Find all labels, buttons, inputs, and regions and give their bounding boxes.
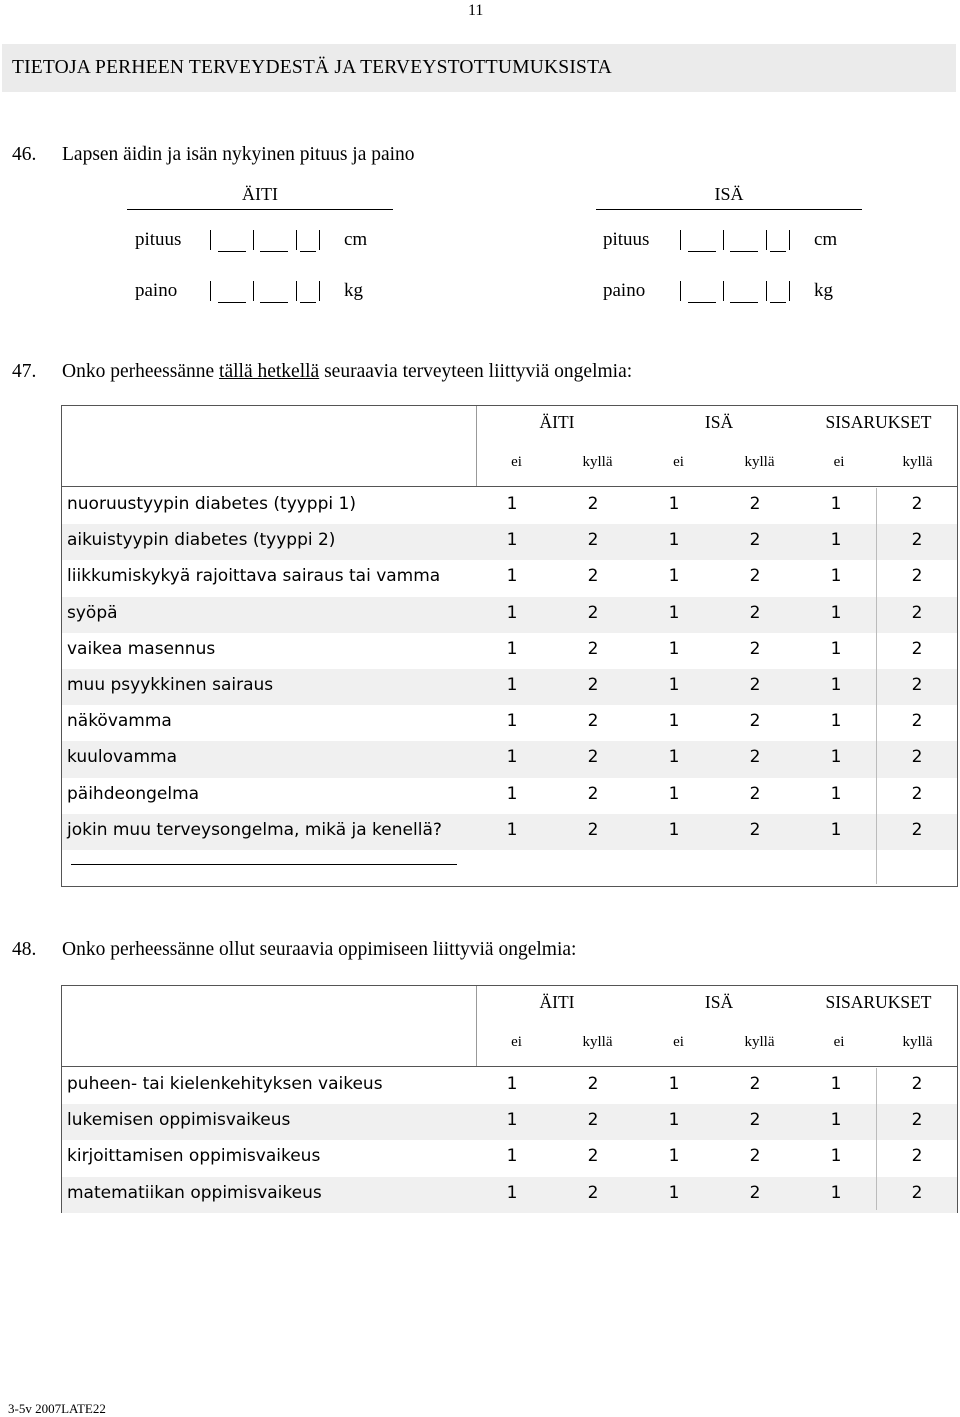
q47-answer-code[interactable]: 1	[506, 783, 518, 804]
header-divider	[62, 486, 957, 487]
father-weight-unit: kg	[814, 280, 833, 301]
q47-answer-code[interactable]: 1	[830, 638, 842, 659]
footer-code: 3-5v 2007LATE22	[8, 1401, 106, 1416]
q47-answer-code[interactable]: 1	[668, 494, 680, 514]
q48-subheading: ei	[833, 1034, 845, 1050]
q47-group-heading: ISÄ	[704, 412, 734, 432]
q47-table-row	[62, 597, 957, 633]
q47-answer-code[interactable]: 1	[506, 675, 518, 695]
q47-answer-code[interactable]: 1	[668, 675, 680, 695]
q48-answer-code[interactable]: 1	[668, 1074, 680, 1094]
q47-answer-code[interactable]: 2	[587, 566, 599, 587]
q47-answer-code[interactable]: 1	[830, 747, 842, 768]
q47-answer-code[interactable]: 2	[587, 675, 599, 695]
q47-answer-code[interactable]: 1	[668, 819, 680, 840]
q48-answer-code[interactable]: 1	[506, 1074, 518, 1094]
q47-answer-code[interactable]: 2	[911, 638, 923, 659]
q47-text-post: seuraavia terveyteen liittyviä ongelmia:	[319, 361, 633, 382]
q48-answer-code[interactable]: 1	[830, 1146, 842, 1167]
q48-answer-code[interactable]: 2	[911, 1074, 923, 1094]
q47-other-write-in-line[interactable]	[71, 864, 457, 865]
q48-answer-code[interactable]: 2	[587, 1110, 599, 1131]
q48-title	[12, 939, 576, 961]
q47-table-row	[62, 705, 957, 741]
q48-answer-code[interactable]: 2	[911, 1110, 923, 1131]
q47-answer-code[interactable]: 2	[749, 675, 761, 695]
q48-subheading: kyllä	[582, 1034, 613, 1050]
q47-answer-code[interactable]: 1	[668, 711, 680, 732]
q47-answer-code[interactable]: 1	[668, 566, 680, 587]
mother-height-input[interactable]	[210, 230, 320, 252]
q48-answer-code[interactable]: 1	[668, 1146, 680, 1167]
q48-subheading: kyllä	[902, 1034, 933, 1050]
q47-answer-code[interactable]: 1	[830, 675, 842, 695]
q47-answer-code[interactable]: 2	[749, 566, 761, 587]
q47-answer-code[interactable]: 2	[749, 602, 761, 623]
q46-number: 46.	[12, 144, 37, 165]
q47-answer-code[interactable]: 2	[749, 711, 761, 732]
q48-answer-code[interactable]: 1	[830, 1110, 842, 1131]
q47-table-row	[62, 669, 957, 705]
q48-table-row	[62, 1104, 957, 1140]
q47-answer-code[interactable]: 2	[911, 711, 923, 732]
q47-answer-code[interactable]: 1	[506, 711, 518, 732]
q48-row-label: puheen- tai kielenkehityksen vaikeus	[67, 1074, 383, 1094]
q47-answer-code[interactable]: 2	[587, 783, 599, 804]
q47-row-label: näkövamma	[67, 711, 172, 732]
q48-table-row	[62, 1177, 957, 1213]
q48-answer-code[interactable]: 2	[749, 1182, 761, 1203]
q47-table-row	[62, 560, 957, 596]
q47-subheading: ei	[511, 454, 522, 470]
q47-answer-code[interactable]: 1	[668, 747, 680, 768]
q48-table	[61, 985, 958, 1213]
q47-row-label: liikkumiskykyä rajoittava sairaus tai vamma	[67, 566, 441, 587]
q47-title	[12, 361, 632, 383]
q47-row-label: syöpä	[67, 602, 118, 623]
q47-answer-code[interactable]: 1	[830, 530, 842, 551]
q47-answer-code[interactable]: 2	[587, 602, 599, 623]
q47-subheading: kyllä	[744, 454, 775, 470]
q47-subheading: ei	[833, 454, 845, 470]
q47-answer-code[interactable]: 2	[749, 783, 761, 804]
mother-weight-label: paino	[135, 280, 178, 301]
q47-answer-code[interactable]: 1	[506, 747, 518, 768]
page-number: 11	[468, 2, 484, 19]
q48-answer-code[interactable]: 1	[506, 1146, 518, 1167]
q47-answer-code[interactable]: 2	[911, 819, 923, 840]
q48-answer-code[interactable]: 1	[506, 1110, 518, 1131]
mother-weight-input[interactable]	[210, 281, 320, 303]
header-column-divider	[476, 406, 477, 486]
q47-row-label: muu psyykkinen sairaus	[67, 675, 274, 695]
q47-answer-code[interactable]: 2	[749, 494, 761, 514]
q48-group-heading: ÄITI	[539, 992, 575, 1012]
q47-row-label: nuoruustyypin diabetes (tyyppi 1)	[67, 494, 356, 514]
q48-answer-code[interactable]: 2	[587, 1074, 599, 1094]
father-weight-input[interactable]	[680, 281, 790, 303]
column-divider	[876, 488, 877, 884]
q47-table-row	[62, 524, 957, 560]
q47-answer-code[interactable]: 1	[830, 494, 842, 514]
q48-answer-code[interactable]: 2	[587, 1146, 599, 1167]
q47-group-heading: SISARUKSET	[825, 412, 932, 432]
q47-subheading: kyllä	[902, 454, 933, 470]
q47-row-label: päihdeongelma	[67, 783, 200, 804]
q47-answer-code[interactable]: 1	[668, 638, 680, 659]
q46-text: Lapsen äidin ja isän nykyinen pituus ja paino	[62, 144, 415, 165]
father-height-unit: cm	[814, 229, 838, 250]
q47-answer-code[interactable]: 1	[830, 602, 842, 623]
q46-mother-heading: ÄITI	[127, 184, 393, 210]
q48-answer-code[interactable]: 2	[911, 1146, 923, 1167]
q47-answer-code[interactable]: 2	[749, 747, 761, 768]
q47-table-row	[62, 488, 957, 524]
q47-answer-code[interactable]: 2	[587, 819, 599, 840]
father-height-input[interactable]	[680, 230, 790, 252]
q47-answer-code[interactable]: 2	[911, 747, 923, 768]
q47-subheading: ei	[673, 454, 684, 470]
q47-table-row	[62, 633, 957, 669]
q48-answer-code[interactable]: 2	[911, 1182, 923, 1203]
q48-answer-code[interactable]: 1	[668, 1182, 680, 1203]
q47-answer-code[interactable]: 1	[668, 783, 680, 804]
q47-group-heading: ÄITI	[539, 412, 575, 432]
q47-answer-code[interactable]: 2	[749, 638, 761, 659]
q47-answer-code[interactable]: 1	[506, 819, 518, 840]
q47-table-row	[62, 778, 957, 814]
q48-answer-code[interactable]: 2	[587, 1182, 599, 1203]
q48-answer-code[interactable]: 2	[749, 1110, 761, 1131]
q48-subheading: ei	[511, 1034, 522, 1050]
q47-table-row	[62, 814, 957, 850]
q48-row-label: matematiikan oppimisvaikeus	[67, 1182, 322, 1203]
q47-answer-code[interactable]: 1	[506, 602, 518, 623]
q48-group-heading: ISÄ	[704, 992, 734, 1012]
q47-row-label: jokin muu terveysongelma, mikä ja kenellä?	[67, 819, 442, 840]
q47-answer-code[interactable]: 1	[830, 783, 842, 804]
mother-weight-unit: kg	[344, 280, 363, 301]
q47-answer-code[interactable]: 2	[587, 711, 599, 732]
q46-father-heading: ISÄ	[596, 184, 862, 210]
q48-row-label: lukemisen oppimisvaikeus	[67, 1110, 291, 1131]
q47-answer-code[interactable]: 2	[911, 602, 923, 623]
q47-table	[61, 405, 958, 887]
q48-answer-code[interactable]: 1	[830, 1182, 842, 1203]
q48-subheading: ei	[673, 1034, 684, 1050]
father-weight-label: paino	[603, 280, 646, 301]
q47-answer-code[interactable]: 1	[830, 819, 842, 840]
q47-answer-code[interactable]: 2	[749, 530, 761, 551]
q47-answer-code[interactable]: 1	[506, 638, 518, 659]
q48-row-label: kirjoittamisen oppimisvaikeus	[67, 1146, 321, 1167]
q48-table-row	[62, 1140, 957, 1176]
q47-row-label: kuulovamma	[67, 747, 178, 768]
column-divider	[876, 1068, 877, 1210]
header-column-divider	[476, 986, 477, 1066]
q48-answer-code[interactable]: 2	[749, 1074, 761, 1094]
q48-answer-code[interactable]: 1	[668, 1110, 680, 1131]
q47-answer-code[interactable]: 2	[911, 530, 923, 551]
mother-height-unit: cm	[344, 229, 368, 250]
q47-answer-code[interactable]: 1	[830, 566, 842, 587]
q47-row-label: vaikea masennus	[67, 638, 216, 659]
q48-table-row	[62, 1068, 957, 1104]
header-divider	[62, 1066, 957, 1067]
q47-answer-code[interactable]: 2	[911, 566, 923, 587]
q48-subheading: kyllä	[744, 1034, 775, 1050]
q47-answer-code[interactable]: 1	[506, 566, 518, 587]
q47-row-label: aikuistyypin diabetes (tyyppi 2)	[67, 530, 336, 551]
q47-table-row	[62, 741, 957, 777]
q47-answer-code[interactable]: 2	[911, 494, 923, 514]
q47-answer-code[interactable]: 1	[506, 530, 518, 551]
q47-answer-code[interactable]: 2	[587, 494, 599, 514]
q48-answer-code[interactable]: 1	[506, 1182, 518, 1203]
q47-answer-code[interactable]: 2	[587, 530, 599, 551]
q47-answer-code[interactable]: 1	[830, 711, 842, 732]
section-title: TIETOJA PERHEEN TERVEYDESTÄ JA TERVEYSTOTTUMUKSISTA	[12, 57, 612, 78]
q47-answer-code[interactable]: 2	[749, 819, 761, 840]
q48-group-heading: SISARUKSET	[825, 992, 932, 1012]
q46-title	[12, 144, 415, 166]
q47-answer-code[interactable]: 2	[587, 638, 599, 659]
q47-number: 47.	[12, 361, 37, 382]
q47-answer-code[interactable]: 1	[668, 602, 680, 623]
q47-answer-code[interactable]: 2	[911, 783, 923, 804]
mother-height-label: pituus	[135, 229, 182, 250]
q47-answer-code[interactable]: 1	[506, 494, 518, 514]
father-height-label: pituus	[603, 229, 650, 250]
q47-text-underlined: tällä hetkellä	[219, 361, 320, 382]
q47-answer-code[interactable]: 2	[587, 747, 599, 768]
q47-text-pre: Onko perheessänne	[62, 361, 220, 382]
q48-answer-code[interactable]: 1	[830, 1074, 842, 1094]
q48-answer-code[interactable]: 2	[749, 1146, 761, 1167]
q48-number: 48.	[12, 939, 37, 960]
q47-subheading: kyllä	[582, 454, 613, 470]
q48-text: Onko perheessänne ollut seuraavia oppimiseen liittyviä ongelmia:	[62, 939, 577, 960]
q47-answer-code[interactable]: 1	[668, 530, 680, 551]
q47-answer-code[interactable]: 2	[911, 675, 923, 695]
